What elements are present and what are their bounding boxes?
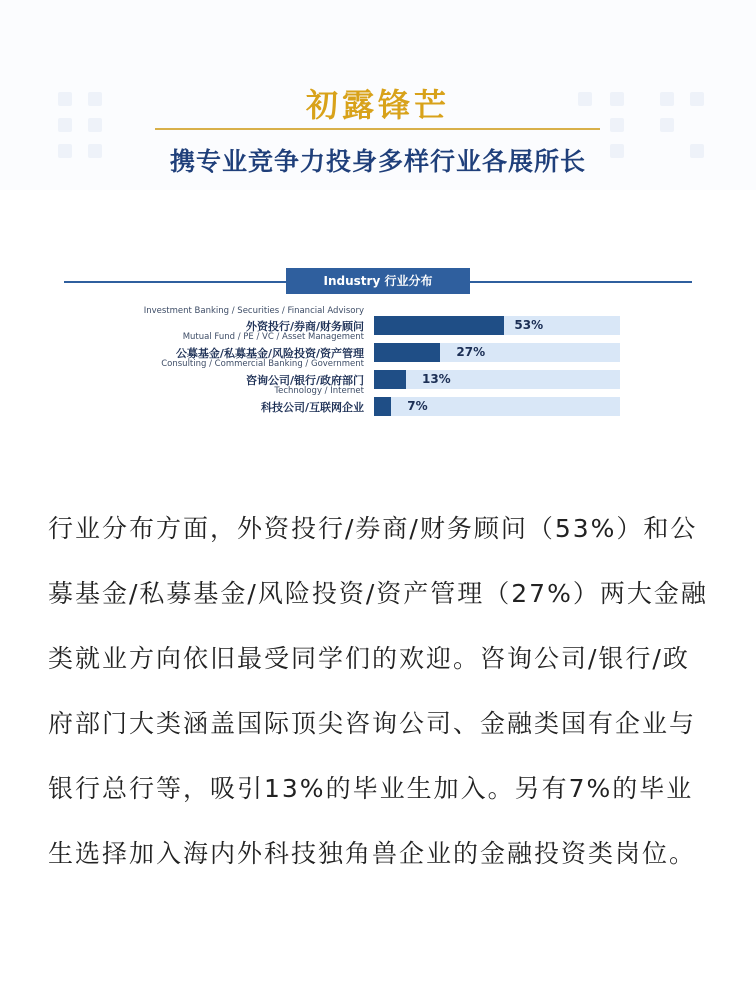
page-title: 初露锋芒 [305, 86, 450, 124]
category-label-zh: 公募基金/私募基金/风险投资/资产管理 [175, 347, 364, 360]
bar-consulting-banking-government [374, 370, 406, 389]
bar-value-label: 53% [514, 318, 544, 332]
category-label-en: Consulting / Commercial Banking / Government [161, 359, 364, 369]
bar-technology-internet [374, 397, 391, 416]
bar-value-label: 7% [407, 399, 428, 413]
bar-track [374, 370, 620, 389]
bar-investment-banking [374, 316, 504, 335]
category-label-en: Mutual Fund / PE / VC / Asset Management [182, 332, 364, 342]
bar-asset-management [374, 343, 440, 362]
title-divider [155, 128, 600, 130]
body-paragraph: 行业分布方面，外资投行/券商/财务顾问（53%）和公募基金/私募基金/风险投资/资产管理（27%）两大金融类就业方向依旧最受同学们的欢迎。咨询公司/银行/政府部门大类涵盖国际顶尖咨询公司、金融类国有企业与银行总行等，吸引13%的毕业生加入。另有7%的毕业生选择加入海内外科技独角兽企业的金融投资类岗位。 [48, 514, 708, 868]
bar-value-label: 27% [456, 345, 486, 359]
category-label-zh: 外资投行/券商/财务顾问 [245, 320, 364, 333]
category-label-en: Investment Banking / Securities / Financial Advisory [143, 306, 364, 316]
chart-title: Industry 行业分布 [286, 268, 470, 294]
page-subtitle: 携专业竞争力投身多样行业各展所长 [169, 147, 586, 176]
category-label-en: Technology / Internet [274, 386, 364, 396]
bar-value-label: 13% [421, 372, 451, 386]
category-label-zh: 科技公司/互联网企业 [260, 401, 364, 414]
category-label-zh: 咨询公司/银行/政府部门 [245, 374, 364, 387]
